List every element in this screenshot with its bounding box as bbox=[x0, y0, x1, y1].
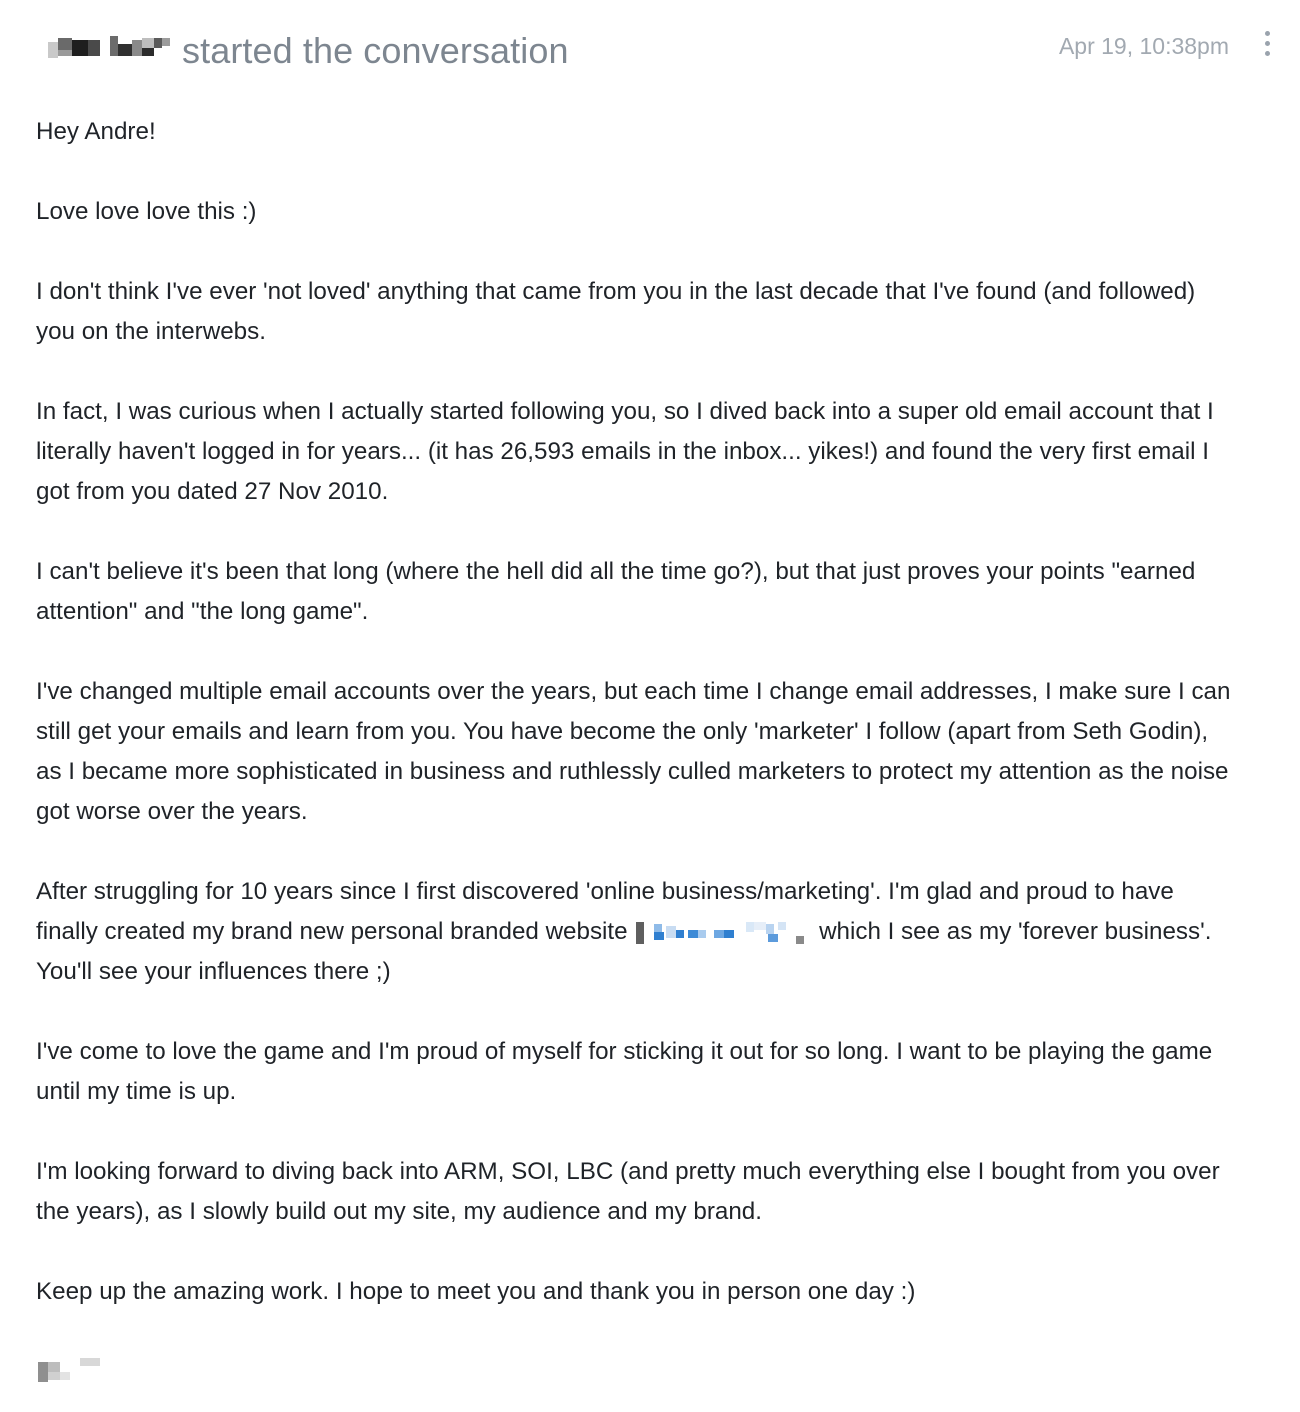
message-paragraph: Hey Andre! bbox=[36, 118, 156, 145]
paragraph-text-after-link: which I see as my 'forever business'. You'll see your influences there ;) bbox=[36, 918, 1212, 985]
redacted-signature bbox=[38, 1358, 104, 1386]
message-paragraph: I've come to love the game and I'm proud of myself for sticking it out for so long. I want to be playing the game until my time is up. bbox=[36, 1038, 1213, 1105]
message-paragraph: I don't think I've ever 'not loved' anything that came from you in the last decade that I've found (and followed) you on the interwebs. bbox=[36, 278, 1196, 345]
message-paragraph: I've changed multiple email accounts over the years, but each time I change email addresses, I make sure I can still get your emails and learn from you. You have become the only 'marketer' I follow (apart from Seth Godin), as I became more sophisticated in business and ruthlessly culled marketers to protect my attention as the noise got worse over the years. bbox=[36, 678, 1231, 825]
message-timestamp: Apr 19, 10:38pm bbox=[1058, 33, 1229, 59]
conversation-started-label: started the conversation bbox=[182, 30, 569, 71]
paragraph-text-before-link: After struggling for 10 years since I first discovered 'online business/marketing'. I'm glad and proud to have finally created my brand new personal branded website bbox=[36, 878, 1174, 945]
conversation-header bbox=[0, 0, 1300, 100]
message-paragraph: I can't believe it's been that long (where the hell did all the time go?), but that just proves your points "earned attention" and "the long game". bbox=[36, 558, 1196, 625]
message-paragraph: In fact, I was curious when I actually started following you, so I dived back into a super old email account that I literally haven't logged in for years... (it has 26,593 emails in the inbox... yikes!) and found the very first email I got from you dated 27 Nov 2010. bbox=[36, 398, 1214, 505]
message-paragraph: Love love love this :) bbox=[36, 198, 257, 225]
message-paragraph: I'm looking forward to diving back into ARM, SOI, LBC (and pretty much everything else I bought from you over the years), as I slowly build out my site, my audience and my brand. bbox=[36, 1158, 1220, 1225]
redacted-website-link[interactable] bbox=[636, 916, 808, 944]
vertical-ellipsis-icon bbox=[1265, 31, 1270, 36]
message-paragraph-with-link bbox=[36, 872, 1236, 992]
message-paragraph: Keep up the amazing work. I hope to meet you and thank you in person one day :) bbox=[36, 1278, 916, 1305]
more-options-button[interactable] bbox=[1254, 28, 1280, 58]
message-body bbox=[36, 112, 1236, 1352]
redacted-sender-name bbox=[48, 34, 172, 64]
